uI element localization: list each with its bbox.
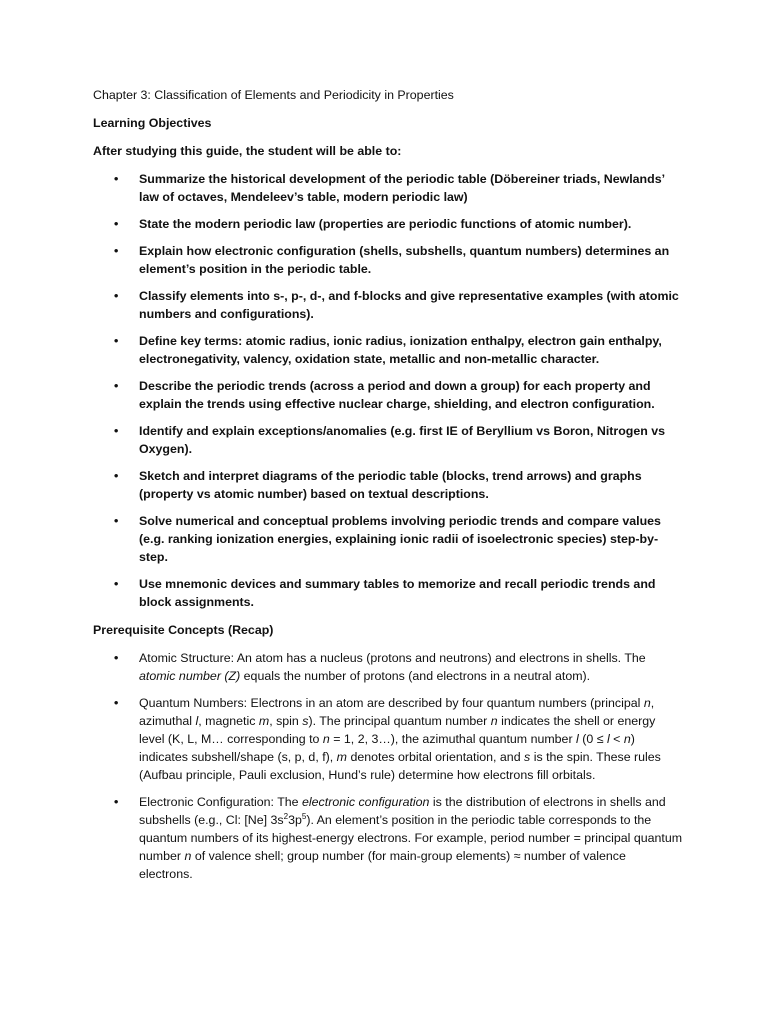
- list-item: • Summarize the historical development of the periodic table (Döbereiner triads, Newlands’ law of octaves, Mendeleev’s table, modern periodic law): [114, 172, 665, 204]
- list-item: • Identify and explain exceptions/anomalies (e.g. first IE of Beryllium vs Boron, Nitrogen vs Oxygen).: [114, 424, 666, 456]
- section-heading-prerequisites: Prerequisite Concepts (Recap): [93, 623, 274, 637]
- objectives-list: [93, 170, 683, 611]
- bullet: •: [114, 172, 119, 186]
- bullet: •: [114, 469, 119, 483]
- bullet: •: [114, 577, 119, 591]
- list-item: • Sketch and interpret diagrams of the periodic table (blocks, trend arrows) and graphs (property vs atomic number) based on textual descriptions.: [114, 469, 642, 501]
- list-item: • Classify elements into s-, p-, d-, and f-blocks and give representative examples (with atomic numbers and configurations).: [114, 289, 679, 321]
- bullet: •: [114, 651, 119, 665]
- bullet: •: [114, 289, 119, 303]
- list-item: • Define key terms: atomic radius, ionic radius, ionization enthalpy, electron gain enthalpy, electronegativity, valency, oxidation state, metallic and non-metallic character.: [114, 334, 662, 366]
- list-item: • State the modern periodic law (properties are periodic functions of atomic number).: [114, 217, 632, 231]
- bullet: •: [114, 514, 119, 528]
- section-heading-learning-objectives: Learning Objectives: [93, 116, 212, 130]
- bullet: •: [114, 424, 119, 438]
- bullet: •: [114, 334, 119, 348]
- list-item: • Describe the periodic trends (across a period and down a group) for each property and explain the trends using effective nuclear charge, shielding, and electron configuration.: [114, 379, 655, 411]
- recap-list: [93, 649, 683, 883]
- list-item: • Use mnemonic devices and summary tables to memorize and recall periodic trends and block assignments.: [114, 577, 656, 609]
- bullet: •: [114, 217, 119, 231]
- bullet: •: [114, 795, 119, 809]
- list-item: • Explain how electronic configuration (shells, subshells, quantum numbers) determines an element’s position in the periodic table.: [114, 244, 670, 276]
- recap-electronic-configuration: • Electronic Configuration: The electronic configuration is the distribution of electrons in shells and subshells (e.g., Cl: [Ne] $3s^23p^5$). An element’s position in the periodic table corresponds to the quantum numbers of its highest-energy electrons. For example, period number = principal quantum number n of valence shell; group number (for main-group elements) ≈ number of valence electrons.: [114, 795, 683, 881]
- intro-text: After studying this guide, the student will be able to:: [93, 144, 402, 158]
- bullet: •: [114, 379, 119, 393]
- chapter-title: Chapter 3: Classification of Elements and Periodicity in Properties: [93, 88, 454, 102]
- list-item: • Solve numerical and conceptual problems involving periodic trends and compare values (e.g. ranking ionization energies, explaining ionic radii of isoelectronic species) step-by-step.: [114, 514, 661, 564]
- recap-atomic-structure: • Atomic Structure: An atom has a nucleus (protons and neutrons) and electrons in shells. The atomic number (Z) equals the number of protons (and electrons in a neutral atom).: [114, 651, 646, 683]
- recap-quantum-numbers: • Quantum Numbers: Electrons in an atom are described by four quantum numbers (principal n, azimuthal l, magnetic m, spin s). The principal quantum number n indicates the shell or energy level (K, L, M… corresponding to n = 1, 2, 3…), the azimuthal quantum number l (0 ≤ l < n) indicates subshell/shape (s, p, d, f), m denotes orbital orientation, and s is the spin. These rules (Aufbau principle, Pauli exclusion, Hund’s rule) determine how electrons fill orbitals.: [114, 696, 661, 782]
- document-page: [93, 86, 683, 893]
- bullet: •: [114, 696, 119, 710]
- bullet: •: [114, 244, 119, 258]
